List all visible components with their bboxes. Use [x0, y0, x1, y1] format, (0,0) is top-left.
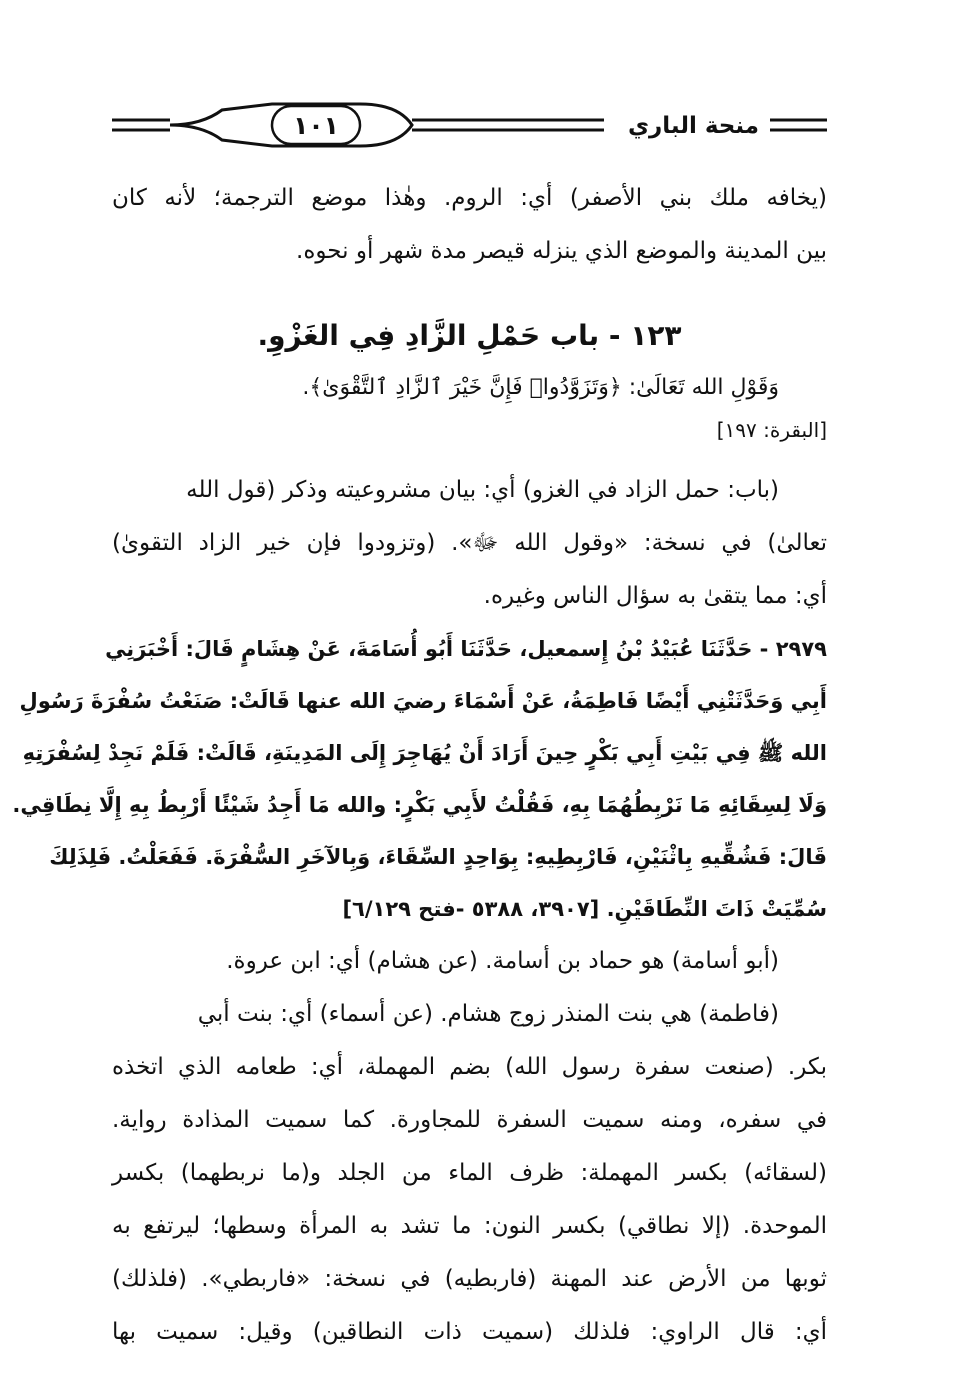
text-line: في سفره، ومنه سميت السفرة للمجاورة. كما سميت المذادة رواية. — [112, 1107, 827, 1133]
text-line: (فاطمة) هي بنت المنذر زوج هشام. (عن أسماء) أي: بنت أبي — [197, 1001, 779, 1027]
hadith-line: ٢٩٧٩ - حَدَّثَنَا عُبَيْدُ بْنُ إِسمعيل، حَدَّثَنَا أَبُو أُسَامَةَ، عَنْ هِشَامٍ قَالَ: أَخْبَرَنِي — [105, 637, 827, 661]
running-header — [112, 96, 827, 156]
hadith-line: سُمِّيَتْ ذَاتَ النِّطَاقَيْنِ. [٣٩٠٧، ٥٣٨٨ -فتح ٦/١٢٩] — [342, 897, 827, 921]
book-title: منحة الباري — [627, 113, 759, 139]
page-number: ١٠١ — [293, 111, 339, 140]
text-line: تعالىٰ) في نسخة: «وقول الله ﷻ». (وتزودوا فإن خير الزاد التقوىٰ) — [112, 530, 827, 556]
text-line: الموحدة. (إلا نطاقي) بكسر النون: ما تشد به المرأة وسطها؛ ليرتفع به — [112, 1213, 827, 1239]
text-line: أي: قال الراوي: فلذلك (سميت ذات النطاقين) وقيل: سميت بها — [112, 1319, 827, 1345]
text-line: (لسقائه) بكسر المهملة: ظرف الماء من الجلد و(ما نربطهما) بكسر — [112, 1160, 827, 1186]
page-body — [12, 172, 827, 1359]
hadith-line: الله ﷺ فِي بَيْتِ أَبِي بَكْرٍ حِينَ أَرَادَ أَنْ يُهَاجِرَ إِلَى المَدِينَةِ، قَالَتْ: فَلَمْ نَجِدْ لِسُفْرَتِهِ — [22, 741, 827, 765]
text-line: (أبو أسامة) هو حماد بن أسامة. (عن هشام) أي: ابن عروة. — [226, 948, 779, 974]
quran-verse: وَقَوْلِ الله تَعَالَىٰ: ﴿وَتَزَوَّدُوا۟ فَإِنَّ خَيْرَ ٱلزَّادِ ٱلتَّقْوَىٰ﴾. — [302, 375, 779, 400]
verse-reference: [البقرة: ١٩٧] — [716, 418, 827, 442]
text-line: بكر. (صنعت سفرة رسول الله) بضم المهملة، أي: طعامه الذي اتخذه — [112, 1054, 827, 1080]
chapter-heading: ١٢٣ - باب حَمْلِ الزَّادِ فِي الغَزْوِ. — [257, 319, 682, 352]
hadith-line: قَالَ: فَشُقِّيهِ بِاثْنَيْنِ، فَارْبِطِيهِ: بِوَاحِدٍ السِّقَاءَ، وَبِالآخَرِ السُّفْرَةَ. فَفَعَلْتُ. فَلِذَلِكَ — [49, 845, 827, 869]
text-line: أي: مما يتقىٰ به سؤال الناس وغيره. — [483, 583, 827, 609]
text-line: (باب: حمل الزاد في الغزو) أي: بيان مشروعيته وذكر (قول الله — [186, 477, 779, 503]
hadith-line: وَلَا لِسِقَائِهِ مَا نَرْبِطُهُمَا بِهِ، فَقُلْتُ لأَبِي بَكْرٍ: والله مَا أَجِدُ شَيْئًا أَرْبِطُ بِهِ إِلَّا نِطَاقِي. — [12, 793, 827, 817]
text-line: ثوبها من الأرض عند المهنة (فاربطيه) في نسخة: «فاربطي». (فلذلك) — [112, 1266, 827, 1292]
hadith-line: أَبِي وَحَدَّثَتْنِي أَيْضًا فَاطِمَةُ، عَنْ أَسْمَاءَ رضيَ الله عنها قَالَتْ: صَنَعْتُ سُفْرَةَ رَسُولِ — [19, 689, 827, 713]
text-line: (يخافه ملك بني الأصفر) أي: الروم. وهٰذا موضع الترجمة؛ لأنه كان — [112, 185, 827, 211]
text-line: بين المدينة والموضع الذي ينزله قيصر مدة شهر أو نحوه. — [296, 238, 827, 264]
